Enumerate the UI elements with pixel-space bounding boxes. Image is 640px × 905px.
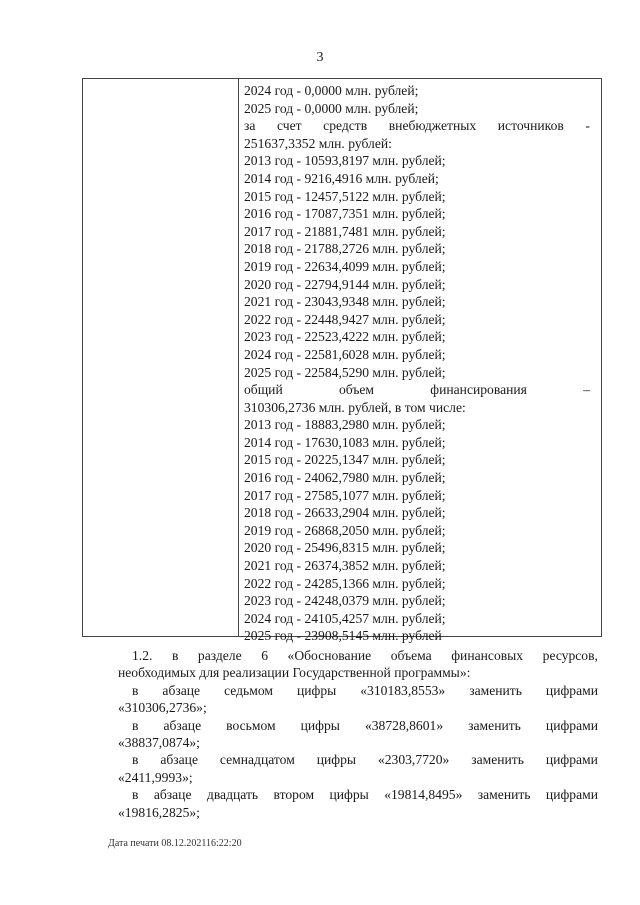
table-line: 2025 год - 22584,5290 млн. рублей; (244, 364, 446, 380)
total-heading (244, 381, 590, 399)
amendment-word: цифры (316, 752, 357, 768)
amendment-word: абзаце (160, 752, 198, 768)
amendment-word: финансовых (451, 648, 524, 663)
table-line: 2020 год - 22794,9144 млн. рублей; (244, 276, 446, 292)
extrabudget-heading-word: источников (497, 118, 564, 134)
page-number: 3 (316, 50, 324, 65)
amendment-word: абзаце (153, 787, 192, 803)
amendment-word: втором (273, 787, 315, 803)
amendment-item (118, 717, 598, 734)
table-line: 2021 год - 26374,3852 млн. рублей; (244, 558, 446, 574)
amendment-word: объема (390, 648, 432, 663)
amendment-item-continuation: «38837,0874»; (118, 734, 200, 750)
table-line: 2022 год - 22448,9427 млн. рублей; (244, 311, 446, 327)
amendment-word: заменить (471, 752, 524, 768)
extrabudget-heading-word: - (585, 118, 590, 134)
amendment-word: заменить (469, 682, 522, 698)
amendment-word: восьмом (226, 717, 276, 733)
table-column-divider (238, 79, 239, 636)
amendment-word: «310183,8553» (360, 682, 446, 698)
amendment-item (118, 786, 598, 803)
amendment-word: цифрами (545, 717, 598, 733)
amendment-word: в (132, 787, 139, 803)
table-line: 2014 год - 9216,4916 млн. рублей; (244, 170, 439, 186)
table-line: 2015 год - 12457,5122 млн. рублей; (244, 188, 446, 204)
table-line: 2014 год - 17630,1083 млн. рублей; (244, 434, 446, 450)
table-line: 2017 год - 27585,1077 млн. рублей; (244, 487, 446, 503)
amendment-word: цифрами (545, 682, 598, 698)
amendment-text (118, 647, 598, 821)
amendment-word: цифрами (545, 752, 598, 768)
table-line: 2024 год - 22581,6028 млн. рублей; (244, 346, 446, 362)
table-line: 2019 год - 26868,2050 млн. рублей; (244, 522, 446, 538)
table-line: 2018 год - 26633,2904 млн. рублей; (244, 505, 446, 521)
table-line: 2025 год - 0,0000 млн. рублей; (244, 100, 419, 116)
total-heading-word: общий (244, 382, 283, 398)
extrabudget-heading-word: за (244, 118, 256, 134)
financing-table (82, 78, 602, 644)
total-heading-word: объем (338, 382, 375, 398)
table-line: 2023 год - 22523,4222 млн. рублей; (244, 329, 446, 345)
amendment-word: цифры (300, 717, 340, 733)
amendment-word: заменить (468, 717, 521, 733)
amendment-word: в (171, 648, 179, 663)
table-line: 2016 год - 17087,7351 млн. рублей; (244, 206, 446, 222)
table-line: 2015 год - 20225,1347 млн. рублей; (244, 452, 446, 468)
table-line: 2021 год - 23043,9348 млн. рублей; (244, 294, 446, 310)
extrabudget-heading (244, 117, 590, 135)
amendment-word: «19814,8495» (384, 787, 463, 803)
table-line: 2017 год - 21881,7481 млн. рублей; (244, 223, 446, 239)
table-line: 2013 год - 18883,2980 млн. рублей; (244, 417, 446, 433)
amendment-word: «2303,7720» (377, 752, 450, 768)
amendment-word: семнадцатом (219, 752, 295, 768)
table-line: 2024 год - 0,0000 млн. рублей; (244, 83, 419, 98)
financing-cell (244, 82, 590, 645)
table-line: 2020 год - 25496,8315 млн. рублей; (244, 540, 446, 556)
amendment-line: необходимых для реализации Государственной программы»: (118, 665, 471, 681)
table-line: 310306,2736 млн. рублей, в том числе: (244, 399, 466, 415)
extrabudget-heading-word: внебюджетных (388, 118, 477, 134)
total-heading-word: – (583, 382, 590, 398)
amendment-item-continuation: «2411,9993»; (118, 769, 193, 785)
amendment-word: двадцать (206, 787, 259, 803)
extrabudget-heading-word: средств (323, 118, 368, 134)
amendment-word: 6 (261, 648, 268, 663)
amendment-word: разделе (197, 648, 242, 663)
amendment-word: цифрами (545, 787, 598, 803)
table-line: 2022 год - 24285,1366 млн. рублей; (244, 575, 446, 591)
amendment-item (118, 751, 598, 768)
table-line: 2018 год - 21788,2726 млн. рублей; (244, 241, 446, 257)
table-line: 2016 год - 24062,7980 млн. рублей; (244, 470, 446, 486)
amendment-item (118, 682, 598, 699)
table-line: 2024 год - 24105,4257 млн. рублей; (244, 610, 446, 626)
table-line: 2023 год - 24248,0379 млн. рублей; (244, 593, 446, 609)
amendment-word: цифры (329, 787, 369, 803)
amendment-word: «Обоснование (287, 648, 372, 663)
amendment-word: 1.2. (132, 648, 153, 663)
amendment-word: абзаце (162, 682, 201, 698)
total-heading-word: финансирования (430, 382, 527, 398)
amendment-word: абзаце (163, 717, 202, 733)
table-line: 2019 год - 22634,4099 млн. рублей; (244, 258, 446, 274)
table-line: 2025 год - 23908,5145 млн. рублей (244, 628, 442, 644)
amendment-word: седьмом (224, 682, 273, 698)
table-line: 2013 год - 10593,8197 млн. рублей; (244, 153, 446, 169)
amendment-word: заменить (477, 787, 531, 803)
amendment-word: цифры (296, 682, 337, 698)
amendment-word: в (132, 682, 139, 698)
amendment-item-continuation: «19816,2825»; (118, 804, 200, 820)
extrabudget-heading-word: счет (277, 118, 302, 134)
amendment-word: ресурсов, (542, 648, 598, 663)
amendment-word: «38728,8601» (364, 717, 444, 733)
amendment-word: в (132, 752, 139, 768)
table-line: 251637,3352 млн. рублей: (244, 135, 392, 151)
amendment-line (118, 647, 598, 664)
amendment-item-continuation: «310306,2736»; (118, 700, 207, 716)
print-date: Дата печати 08.12.202116:22:20 (108, 838, 242, 849)
amendment-word: в (132, 717, 139, 733)
